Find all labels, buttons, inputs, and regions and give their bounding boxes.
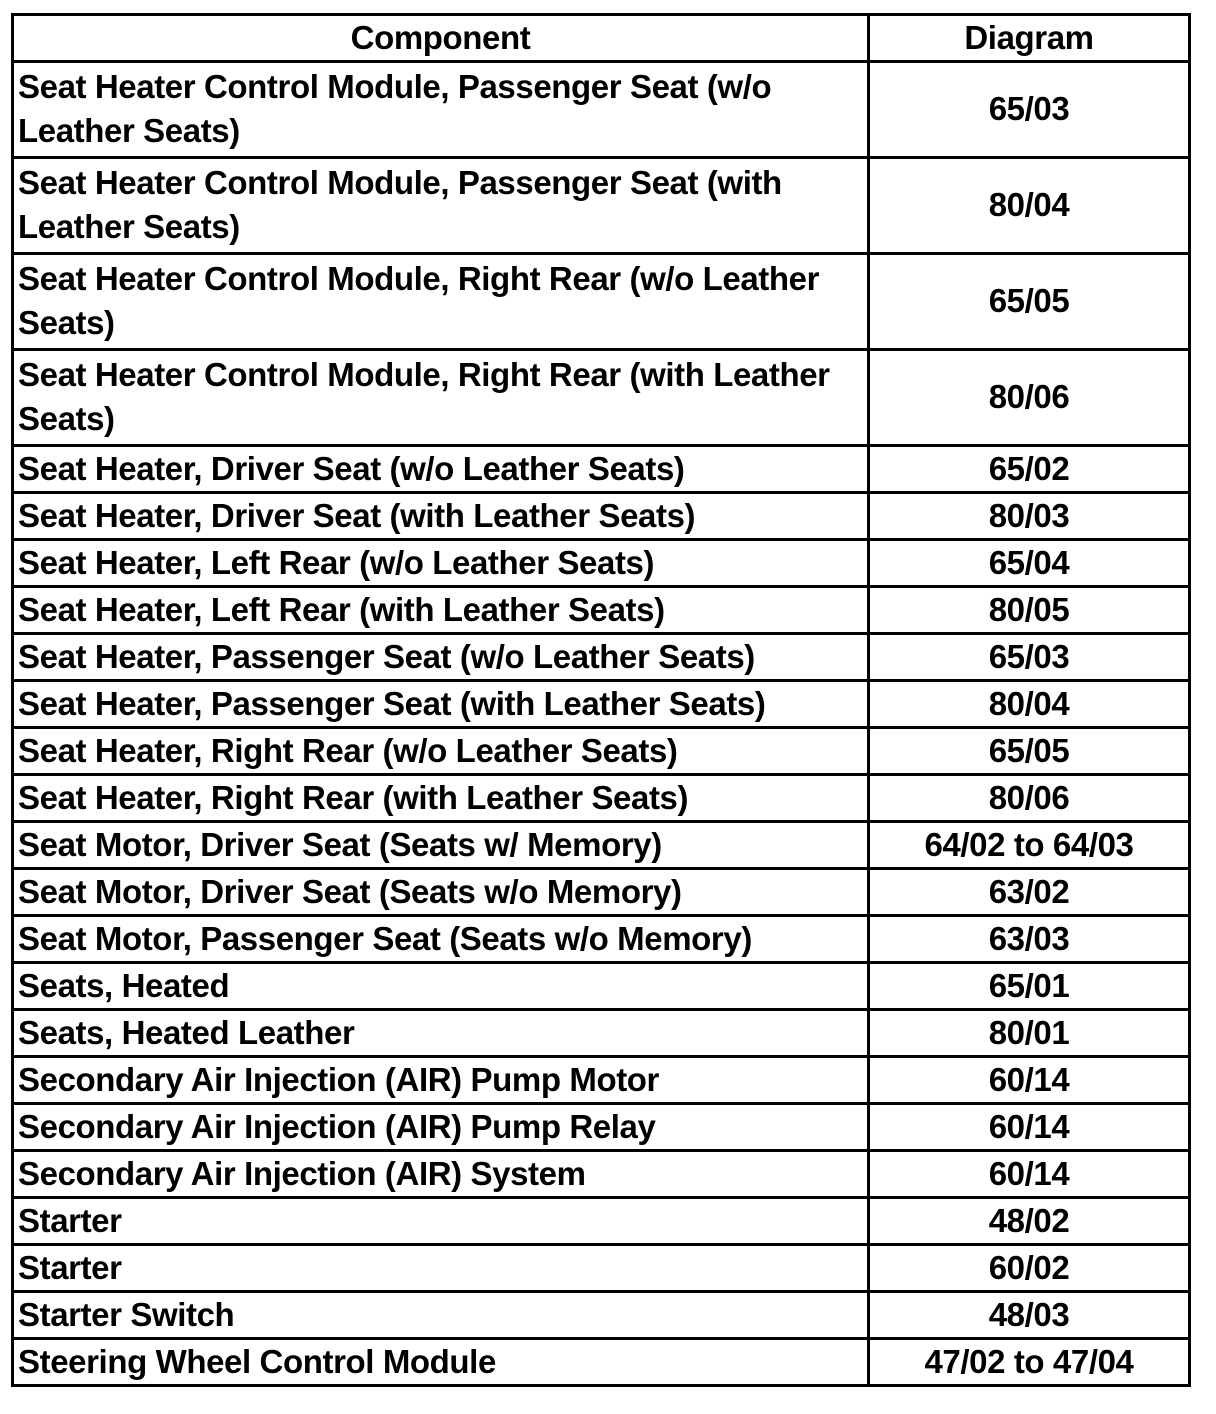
table-row bbox=[13, 1104, 1190, 1151]
component-cell: Seat Motor, Driver Seat (Seats w/o Memory) bbox=[13, 869, 869, 916]
component-cell: Seat Heater, Right Rear (w/o Leather Seats) bbox=[13, 728, 869, 775]
diagram-cell: 64/02 to 64/03 bbox=[869, 822, 1190, 869]
component-cell: Seat Heater, Left Rear (w/o Leather Seats) bbox=[13, 540, 869, 587]
table-row bbox=[13, 634, 1190, 681]
component-cell: Seat Heater, Driver Seat (with Leather Seats) bbox=[13, 493, 869, 540]
table-row bbox=[13, 446, 1190, 493]
table-row bbox=[13, 1245, 1190, 1292]
diagram-cell: 80/05 bbox=[869, 587, 1190, 634]
column-header-diagram: Diagram bbox=[869, 15, 1190, 62]
table-row bbox=[13, 775, 1190, 822]
table-row bbox=[13, 869, 1190, 916]
table-row bbox=[13, 254, 1190, 350]
component-cell: Steering Wheel Control Module bbox=[13, 1339, 869, 1386]
diagram-cell: 47/02 to 47/04 bbox=[869, 1339, 1190, 1386]
component-cell: Seat Heater Control Module, Passenger Seat (w/o Leather Seats) bbox=[13, 62, 869, 158]
table-row bbox=[13, 350, 1190, 446]
component-cell: Starter bbox=[13, 1198, 869, 1245]
table-row bbox=[13, 158, 1190, 254]
diagram-cell: 80/06 bbox=[869, 775, 1190, 822]
component-diagram-table bbox=[11, 13, 1191, 1387]
diagram-cell: 60/14 bbox=[869, 1151, 1190, 1198]
component-cell: Secondary Air Injection (AIR) Pump Relay bbox=[13, 1104, 869, 1151]
diagram-cell: 60/14 bbox=[869, 1057, 1190, 1104]
diagram-cell: 65/04 bbox=[869, 540, 1190, 587]
diagram-cell: 80/01 bbox=[869, 1010, 1190, 1057]
diagram-cell: 80/04 bbox=[869, 158, 1190, 254]
component-cell: Secondary Air Injection (AIR) System bbox=[13, 1151, 869, 1198]
diagram-cell: 60/02 bbox=[869, 1245, 1190, 1292]
table-row bbox=[13, 1057, 1190, 1104]
diagram-cell: 65/03 bbox=[869, 634, 1190, 681]
component-cell: Seat Heater, Driver Seat (w/o Leather Seats) bbox=[13, 446, 869, 493]
diagram-cell: 80/06 bbox=[869, 350, 1190, 446]
table-row bbox=[13, 822, 1190, 869]
table-row bbox=[13, 62, 1190, 158]
component-cell: Starter Switch bbox=[13, 1292, 869, 1339]
component-cell: Seat Heater, Passenger Seat (with Leather Seats) bbox=[13, 681, 869, 728]
component-cell: Seat Heater Control Module, Right Rear (with Leather Seats) bbox=[13, 350, 869, 446]
component-cell: Seat Heater, Left Rear (with Leather Seats) bbox=[13, 587, 869, 634]
component-cell: Seat Motor, Passenger Seat (Seats w/o Memory) bbox=[13, 916, 869, 963]
diagram-cell: 65/05 bbox=[869, 254, 1190, 350]
table-row bbox=[13, 493, 1190, 540]
component-cell: Starter bbox=[13, 1245, 869, 1292]
table-row bbox=[13, 728, 1190, 775]
component-cell: Seat Heater, Right Rear (with Leather Seats) bbox=[13, 775, 869, 822]
diagram-cell: 65/01 bbox=[869, 963, 1190, 1010]
component-cell: Seat Heater Control Module, Right Rear (w/o Leather Seats) bbox=[13, 254, 869, 350]
table-row bbox=[13, 916, 1190, 963]
table-row bbox=[13, 540, 1190, 587]
table-row bbox=[13, 1339, 1190, 1386]
component-cell: Secondary Air Injection (AIR) Pump Motor bbox=[13, 1057, 869, 1104]
table-body bbox=[13, 62, 1190, 1386]
component-cell: Seat Heater Control Module, Passenger Seat (with Leather Seats) bbox=[13, 158, 869, 254]
component-diagram-table-container bbox=[11, 13, 1188, 1387]
table-row bbox=[13, 1292, 1190, 1339]
diagram-cell: 48/02 bbox=[869, 1198, 1190, 1245]
table-row bbox=[13, 587, 1190, 634]
diagram-cell: 48/03 bbox=[869, 1292, 1190, 1339]
component-cell: Seats, Heated bbox=[13, 963, 869, 1010]
diagram-cell: 65/03 bbox=[869, 62, 1190, 158]
table-header-row bbox=[13, 15, 1190, 62]
diagram-cell: 80/03 bbox=[869, 493, 1190, 540]
diagram-cell: 63/03 bbox=[869, 916, 1190, 963]
diagram-cell: 65/02 bbox=[869, 446, 1190, 493]
table-row bbox=[13, 1151, 1190, 1198]
component-cell: Seat Motor, Driver Seat (Seats w/ Memory) bbox=[13, 822, 869, 869]
diagram-cell: 60/14 bbox=[869, 1104, 1190, 1151]
table-row bbox=[13, 1198, 1190, 1245]
component-cell: Seats, Heated Leather bbox=[13, 1010, 869, 1057]
table-row bbox=[13, 1010, 1190, 1057]
component-cell: Seat Heater, Passenger Seat (w/o Leather Seats) bbox=[13, 634, 869, 681]
diagram-cell: 80/04 bbox=[869, 681, 1190, 728]
column-header-component: Component bbox=[13, 15, 869, 62]
table-row bbox=[13, 963, 1190, 1010]
diagram-cell: 65/05 bbox=[869, 728, 1190, 775]
diagram-cell: 63/02 bbox=[869, 869, 1190, 916]
table-row bbox=[13, 681, 1190, 728]
